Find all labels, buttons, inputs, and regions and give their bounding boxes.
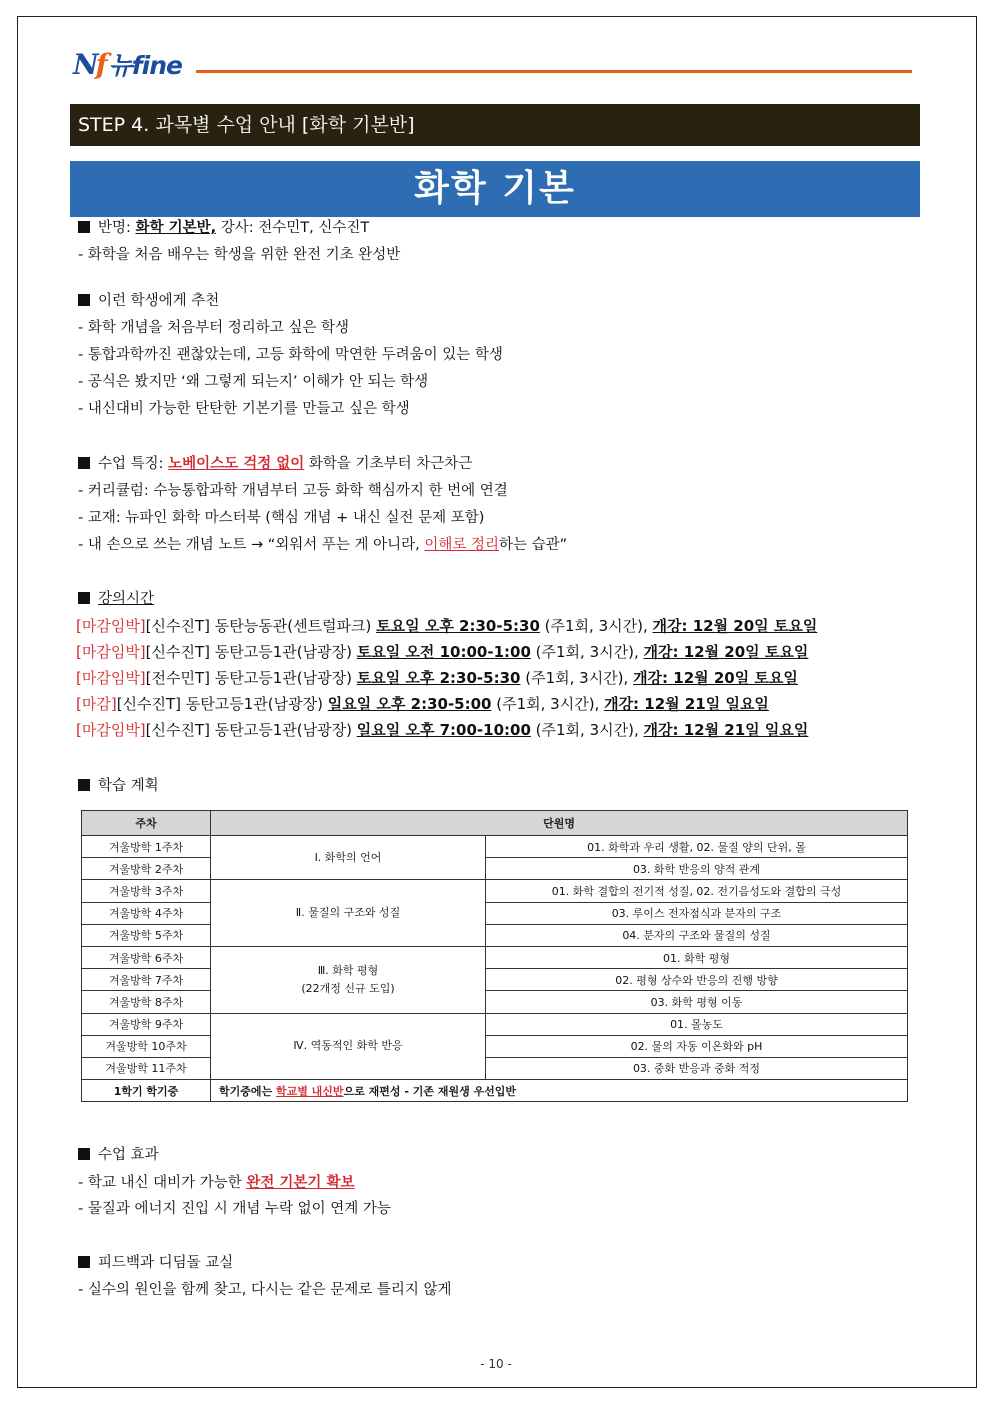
square-bullet-icon bbox=[78, 221, 90, 233]
square-bullet-icon bbox=[78, 294, 90, 306]
lecture-time: 토요일 오후 2:30-5:30 bbox=[376, 617, 540, 635]
feedback-heading bbox=[78, 1253, 233, 1273]
topic-cell: 02. 평형 상수와 반응의 진행 방향 bbox=[486, 969, 908, 991]
lecture-freq: (주1회, 3시간), bbox=[520, 669, 634, 687]
week-cell: 겨울방학 8주차 bbox=[82, 991, 211, 1013]
feature-note-highlight: 이해로 정리 bbox=[424, 537, 499, 553]
lecture-start: 개강: 12월 21일 일요일 bbox=[604, 695, 769, 713]
lecture-row bbox=[76, 719, 808, 741]
feature-item: - 커리큘럼: 수능통합과학 개념부터 고등 화학 핵심까지 한 번에 연결 bbox=[78, 483, 508, 499]
recommend-heading bbox=[78, 291, 219, 311]
note-highlight: 학교별 내신반 bbox=[275, 1084, 344, 1098]
lecture-info: [신수진T] 동탄고등1관(남광장) bbox=[145, 721, 357, 739]
square-bullet-icon bbox=[78, 457, 90, 469]
class-desc: - 화학을 처음 배우는 학생을 위한 완전 기초 완성반 bbox=[78, 247, 401, 263]
lecture-row bbox=[76, 693, 769, 715]
lecture-freq: (주1회, 3시간), bbox=[491, 695, 605, 713]
table-row bbox=[82, 946, 908, 968]
lecture-freq: (주1회, 3시간), bbox=[539, 617, 653, 635]
lecture-time: 일요일 오후 2:30-5:00 bbox=[327, 695, 492, 713]
week-cell: 겨울방학 5주차 bbox=[82, 924, 211, 946]
topic-cell: 03. 중화 반응과 중화 적정 bbox=[486, 1057, 908, 1079]
week-cell: 겨울방학 7주차 bbox=[82, 969, 211, 991]
feature-item-note bbox=[78, 535, 567, 555]
plan-heading-text: 학습 계획 bbox=[98, 778, 159, 794]
effect-highlight: 완전 기본기 확보 bbox=[246, 1175, 355, 1191]
lecture-row bbox=[76, 615, 817, 637]
effect-heading bbox=[78, 1145, 159, 1165]
note-text bbox=[211, 1080, 908, 1102]
study-plan-table bbox=[81, 810, 908, 1102]
unit-cell: Ⅰ. 화학의 언어 bbox=[211, 836, 486, 880]
brand-logo bbox=[73, 48, 182, 80]
recommend-item: - 통합과학까진 괜찮았는데, 고등 화학에 막연한 두려움이 있는 학생 bbox=[78, 347, 503, 363]
feature-note-prefix: - 내 손으로 쓰는 개념 노트 → “외워서 푸는 게 아니라, bbox=[78, 537, 425, 553]
lecture-time: 토요일 오전 10:00-1:00 bbox=[356, 643, 531, 661]
plan-heading bbox=[78, 776, 159, 796]
schedule-heading-text: 강의시간 bbox=[98, 591, 155, 607]
effect-item bbox=[78, 1173, 355, 1193]
note-prefix: 학기중에는 bbox=[219, 1084, 276, 1098]
table-row bbox=[82, 858, 908, 880]
table-row bbox=[82, 902, 908, 924]
recommend-heading-text: 이런 학생에게 추천 bbox=[98, 293, 220, 309]
features-highlight: 노베이스도 걱정 없이 bbox=[168, 456, 305, 472]
lecture-row bbox=[76, 641, 808, 663]
class-instructors: 강사: 전수민T, 신수진T bbox=[216, 220, 370, 236]
lecture-info: [신수진T] 동탄능동관(센트럴파크) bbox=[145, 617, 377, 635]
lecture-info: [신수진T] 동탄고등1관(남광장) bbox=[145, 643, 357, 661]
topic-cell: 04. 분자의 구조와 물질의 성질 bbox=[486, 924, 908, 946]
header-divider bbox=[196, 70, 912, 73]
schedule-heading bbox=[78, 589, 154, 609]
week-cell: 겨울방학 10주차 bbox=[82, 1035, 211, 1057]
table-row bbox=[82, 969, 908, 991]
logo-name: 뉴fine bbox=[108, 51, 182, 80]
week-cell: 겨울방학 9주차 bbox=[82, 1013, 211, 1035]
week-cell: 겨울방학 6주차 bbox=[82, 946, 211, 968]
feedback-heading-text: 피드백과 디딤돌 교실 bbox=[98, 1255, 234, 1271]
unit-cell: Ⅱ. 물질의 구조와 성질 bbox=[211, 880, 486, 947]
unit-cell: Ⅳ. 역동적인 화학 반응 bbox=[211, 1013, 486, 1080]
topic-cell: 01. 몰농도 bbox=[486, 1013, 908, 1035]
week-cell: 겨울방학 11주차 bbox=[82, 1057, 211, 1079]
class-info-line bbox=[78, 218, 369, 238]
topic-cell: 02. 물의 자동 이온화와 pH bbox=[486, 1035, 908, 1057]
lecture-tag: [마감임박] bbox=[76, 721, 146, 739]
lecture-time: 토요일 오후 2:30-5:30 bbox=[356, 669, 521, 687]
square-bullet-icon bbox=[78, 779, 90, 791]
feature-item: - 교재: 뉴파인 화학 마스터북 (핵심 개념 + 내신 실전 문제 포함) bbox=[78, 510, 485, 526]
lecture-start: 개강: 12월 20일 토요일 bbox=[652, 617, 818, 635]
table-note-row bbox=[82, 1080, 908, 1102]
topic-cell: 01. 화학 평형 bbox=[486, 946, 908, 968]
topic-cell: 03. 루이스 전자점식과 분자의 구조 bbox=[486, 902, 908, 924]
topic-cell: 03. 화학 평형 이동 bbox=[486, 991, 908, 1013]
features-heading bbox=[78, 454, 472, 474]
table-row bbox=[82, 880, 908, 902]
effect-item: - 물질과 에너지 진입 시 개념 누락 없이 연계 가능 bbox=[78, 1201, 391, 1217]
lecture-tag: [마감임박] bbox=[76, 617, 146, 635]
class-label: 반명: bbox=[98, 220, 136, 236]
table-row bbox=[82, 924, 908, 946]
recommend-item: - 내신대비 가능한 탄탄한 기본기를 만들고 싶은 학생 bbox=[78, 401, 410, 417]
logo-mark bbox=[73, 48, 105, 81]
lecture-start: 개강: 12월 21일 일요일 bbox=[643, 721, 809, 739]
week-cell: 겨울방학 2주차 bbox=[82, 858, 211, 880]
lecture-start: 개강: 12월 20일 토요일 bbox=[643, 643, 809, 661]
note-label: 1학기 학기중 bbox=[82, 1080, 211, 1102]
lecture-freq: (주1회, 3시간), bbox=[530, 643, 644, 661]
lecture-row bbox=[76, 667, 798, 689]
logo-n: N bbox=[73, 47, 96, 81]
lecture-freq: (주1회, 3시간), bbox=[530, 721, 644, 739]
feature-note-suffix: 하는 습관” bbox=[499, 537, 568, 553]
square-bullet-icon bbox=[78, 592, 90, 604]
step-title: STEP 4. 과목별 수업 안내 [화학 기본반] bbox=[70, 104, 920, 146]
effect-prefix: - 학교 내신 대비가 가능한 bbox=[78, 1175, 247, 1191]
unit-subtitle: (22개정 신규 도입) bbox=[301, 981, 395, 995]
features-suffix: 화학을 기초부터 차근차근 bbox=[304, 456, 473, 472]
lecture-tag: [마감임박] bbox=[76, 643, 146, 661]
lecture-info: [전수민T] 동탄고등1관(남광장) bbox=[145, 669, 357, 687]
page-number: - 10 - bbox=[480, 1357, 512, 1371]
table-row bbox=[82, 1035, 908, 1057]
lecture-tag: [마감] bbox=[76, 695, 117, 713]
topic-cell: 01. 화학 결합의 전기적 성질, 02. 전기음성도와 결합의 극성 bbox=[486, 880, 908, 902]
topic-cell: 01. 화학과 우리 생활, 02. 물질 양의 단위, 몰 bbox=[486, 836, 908, 858]
square-bullet-icon bbox=[78, 1256, 90, 1268]
table-row bbox=[82, 836, 908, 858]
topic-cell: 03. 화학 반응의 양적 관계 bbox=[486, 858, 908, 880]
note-suffix: 으로 재편성 - 기존 재원생 우선입반 bbox=[343, 1084, 517, 1098]
table-row bbox=[82, 1057, 908, 1079]
header-week: 주차 bbox=[82, 811, 211, 836]
class-name: 화학 기본반, bbox=[135, 220, 217, 236]
week-cell: 겨울방학 1주차 bbox=[82, 836, 211, 858]
recommend-item: - 공식은 봤지만 ‘왜 그렇게 되는지’ 이해가 안 되는 학생 bbox=[78, 374, 429, 390]
square-bullet-icon bbox=[78, 1148, 90, 1160]
features-label: 수업 특징: bbox=[98, 456, 169, 472]
table-row bbox=[82, 1013, 908, 1035]
week-cell: 겨울방학 4주차 bbox=[82, 902, 211, 924]
table-row bbox=[82, 991, 908, 1013]
main-title: 화학 기본 bbox=[70, 161, 920, 217]
logo-f: f bbox=[95, 47, 105, 81]
lecture-tag: [마감임박] bbox=[76, 669, 146, 687]
week-cell: 겨울방학 3주차 bbox=[82, 880, 211, 902]
header-unit: 단원명 bbox=[211, 811, 908, 836]
effect-heading-text: 수업 효과 bbox=[98, 1147, 159, 1163]
unit-title: Ⅲ. 화학 평형 bbox=[317, 963, 379, 977]
table-header-row bbox=[82, 811, 908, 836]
lecture-start: 개강: 12월 20일 토요일 bbox=[633, 669, 798, 687]
recommend-item: - 화학 개념을 처음부터 정리하고 싶은 학생 bbox=[78, 320, 350, 336]
unit-cell bbox=[211, 946, 486, 1013]
lecture-time: 일요일 오후 7:00-10:00 bbox=[356, 721, 531, 739]
lecture-info: [신수진T] 동탄고등1관(남광장) bbox=[116, 695, 328, 713]
feedback-item: - 실수의 원인을 함께 찾고, 다시는 같은 문제로 틀리지 않게 bbox=[78, 1282, 452, 1298]
